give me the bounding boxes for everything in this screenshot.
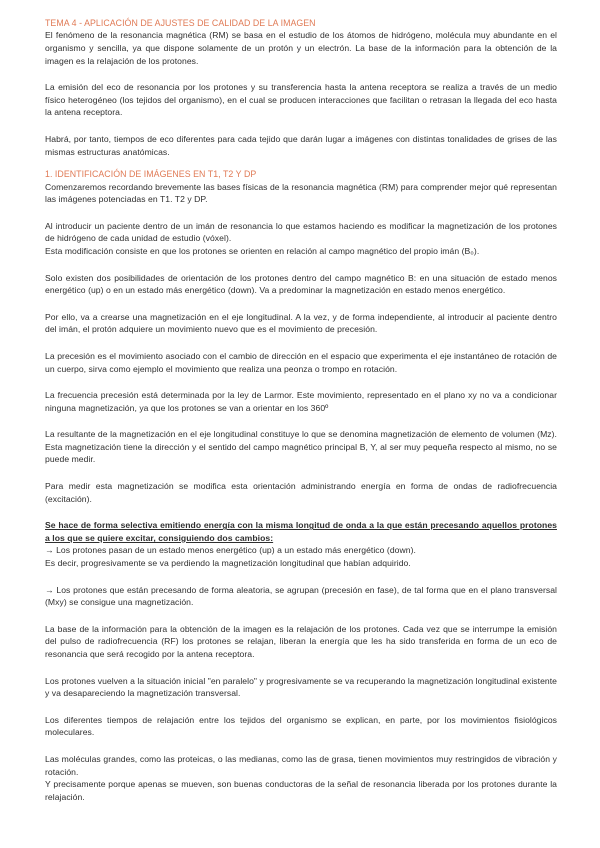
paragraph-12: La base de la información para la obtención de la imagen es la relajación de los protones. Cada vez que se interrumpe la emisión del pulso de radiofrecuencia (RF) los protones se relajan, liberan la energía que les ha sido transferida en forma de un eco de resonancia que será recogido por la antena receptora. [45,623,557,659]
paragraph-13: Los protones vuelven a la situación inicial "en paralelo" y progresivamente se va recuperando la magnetización longitudinal existente y va desapareciendo la magnetización transversal. [45,675,557,699]
bullet-2: → Los protones que están precesando de forma aleatoria, se agrupan (precesión en fase), de tal forma que en el plano transversal (Mxy) se consigue una magnetización. [45,584,557,608]
document-body [45,17,557,803]
page-title: TEMA 4 - APLICACIÓN DE AJUSTES DE CALIDAD DE LA IMAGEN [45,18,316,28]
paragraph-14: Los diferentes tiempos de relajación entre los tejidos del organismo se explican, en parte, por los movimientos fisiológicos moleculares. [45,714,557,738]
paragraph-8: La resultante de la magnetización en el eje longitudinal constituye lo que se denomina magnetización de elemento de volumen (Mz). Esta magnetización tiene la dirección y el sentido del campo magnético principal B, Y, al ser muy pequeña respecto al mismo, no se puede medir. [45,429,557,465]
bullet-1: → Los protones pasan de un estado menos energético (up) a un estado más energético (down). [45,545,416,556]
section-heading: 1. IDENTIFICACIÓN DE IMÁGENES EN T1, T2 Y DP [45,169,257,180]
paragraph-5: Por ello, va a crearse una magnetización en el eje longitudinal. A la vez, y de forma independiente, al introducir al paciente dentro del imán, el protón adquiere un movimiento nuevo que es el movimiento de precesión. [45,311,557,335]
paragraph-6: La precesión es el movimiento asociado con el cambio de dirección en el espacio que experimenta el eje instantáneo de rotación de un cuerpo, sirva como ejemplo el movimiento que realiza una peonza o trompo en rotación. [45,350,557,374]
bullet-1-continuation: Es decir, progresivamente se va perdiendo la magnetización longitudinal que habían adquirido. [45,558,411,569]
paragraph-9: Para medir esta magnetización se modifica esta orientación administrando energía en forma de ondas de radiofrecuencia (excitación). [45,481,557,504]
paragraph-1: Comenzaremos recordando brevemente las bases físicas de la resonancia magnética (RM) para comprender mejor qué representan las imágenes potenciadas en T1. T2 y DP. [45,181,557,205]
paragraph-15: Las moléculas grandes, como las proteicas, o las medianas, como las de grasa, tienen movimientos muy restringidos de vibración y rotación. [45,753,557,777]
intro-paragraph-3: Habrá, por tanto, tiempos de eco diferentes para cada tejido que darán lugar a imágenes con distintas tonalidades de grises de las mismas estructuras anatómicas. [45,133,557,157]
paragraph-3: Esta modificación consiste en que los protones se orienten en relación al campo magnético del propio imán (B₀). [45,245,480,256]
paragraph-2: Al introducir un paciente dentro de un imán de resonancia lo que estamos haciendo es modificar la magnetización de los protones de hidrógeno de cada unidad de estudio (vóxel). [45,220,557,244]
paragraph-4: Solo existen dos posibilidades de orientación de los protones dentro del campo magnético B: en una situación de estado menos energético (up) o en un estado más energético (down). Va a predominar la magnetización en estado menos energético. [45,272,557,296]
intro-paragraph-2: La emisión del eco de resonancia por los protones y su transferencia hasta la antena receptora se realiza a través de un medio físico heterogéneo (los tejidos del organismo), en el cual se producen interacciones que facilitan o retrasan la llegada del eco hasta la antena receptora. [45,82,557,118]
intro-paragraph-1: El fenómeno de la resonancia magnética (RM) se basa en el estudio de los átomos de hidrógeno, molécula muy abundante en el organismo y sencilla, ya que dispone solamente de un protón y un electrón. La base de la información para la obtención de la imagen es la relajación de los protones. [45,30,557,66]
paragraph-7: La frecuencia precesión está determinada por la ley de Larmor. Este movimiento, representado en el plano xy no va a condicionar ninguna magnetización, ya que los protones se van a orientar en los 360º [45,390,557,413]
paragraph-underlined: Se hace de forma selectiva emitiendo energía con la misma longitud de onda a la que están precesando aquellos protones a los que se quiere excitar, consiguiendo dos cambios: [45,520,557,543]
paragraph-15-continuation: Y precisamente porque apenas se mueven, son buenas conductoras de la señal de resonancia liberada por los protones durante la relajación. [45,779,557,802]
